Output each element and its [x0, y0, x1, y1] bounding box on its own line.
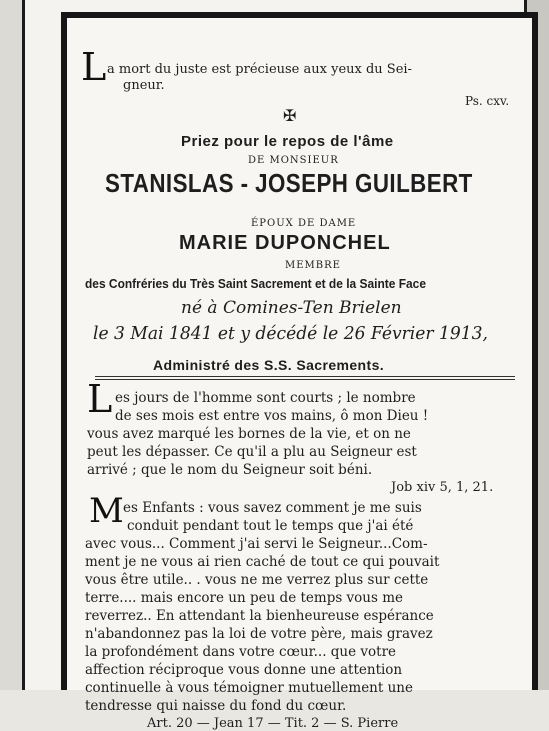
- verse2-line-7: reverrez.. En attendant la bienheureuse espérance: [85, 608, 434, 624]
- de-monsieur: DE MONSIEUR: [248, 155, 339, 166]
- verse2-line-1: es Enfants : vous savez comment je me suis: [123, 500, 422, 516]
- verse2-line-10: affection réciproque vous donne une attention: [85, 662, 403, 678]
- cross-icon: ✠: [283, 106, 297, 125]
- membre: MEMBRE: [285, 260, 341, 271]
- verse1-line-4: peut les dépasser. Ce qu'il a plu au Seigneur est: [87, 444, 417, 460]
- deceased-name: STANISLAS - JOSEPH GUILBERT: [105, 168, 473, 198]
- epigraph-reference: Ps. cxv.: [465, 94, 510, 108]
- verse2-line-12: tendresse qui naisse du fond du cœur.: [85, 698, 347, 714]
- wife-name: MARIE DUPONCHEL: [179, 232, 391, 254]
- verse2-line-3: avec vous... Comment j'ai servi le Seigneur...Com-: [85, 536, 428, 552]
- verse1-line-5: arrivé ; que le nom du Seigneur soit béni.: [87, 462, 373, 478]
- verse1-line-2: de ses mois est entre vos mains, ô mon Dieu !: [115, 408, 429, 424]
- epigraph-line-1: a mort du juste est précieuse aux yeux du Sei-: [107, 62, 412, 77]
- divider-rule: [95, 376, 515, 380]
- birthplace-line: né à Comines-Ten Brielen: [181, 298, 402, 318]
- pray-line: Priez pour le repos de l'âme: [181, 133, 394, 150]
- verse1-dropcap: L: [87, 377, 113, 421]
- verse2-line-9: la profondément dans votre cœur... que votre: [85, 644, 397, 660]
- verse2-line-11: continuelle à vous témoigner mutuellement une: [85, 680, 413, 696]
- card-frame: [61, 12, 538, 731]
- verse1-line-1: es jours de l'homme sont courts ; le nombre: [115, 390, 416, 406]
- verse2-line-8: n'abandonnez pas la loi de votre père, mais gravez: [85, 626, 433, 642]
- epigraph-line-2: gneur.: [123, 78, 165, 93]
- verse2-line-6: terre.... mais encore un peu de temps vous me: [85, 590, 404, 606]
- verse2-line-2: conduit pendant tout le temps que j'ai été: [127, 518, 414, 534]
- dates-line: le 3 Mai 1841 et y décédé le 26 Février 1913,: [93, 323, 488, 344]
- administered-line: Administré des S.S. Sacrements.: [153, 357, 385, 373]
- verse2-reference: Art. 20 — Jean 17 — Tit. 2 — S. Pierre: [147, 716, 399, 731]
- verse1-reference: Job xiv 5, 1, 21.: [391, 480, 494, 495]
- epigraph-dropcap: L: [81, 45, 107, 89]
- verse2-dropcap: M: [89, 491, 124, 531]
- verse2-line-5: vous être utile.. . vous ne me verrez plus sur cette: [85, 572, 429, 588]
- epoux-de-dame: ÉPOUX DE DAME: [251, 218, 357, 229]
- memorial-card: [22, 0, 527, 731]
- verse2-line-4: ment je ne vous ai rien caché de tout ce qui pouvait: [85, 554, 440, 570]
- verse1-line-3: vous avez marqué les bornes de la vie, et on ne: [87, 426, 411, 442]
- confreries-line: des Confréries du Très Saint Sacrement et de la Sainte Face: [85, 276, 426, 291]
